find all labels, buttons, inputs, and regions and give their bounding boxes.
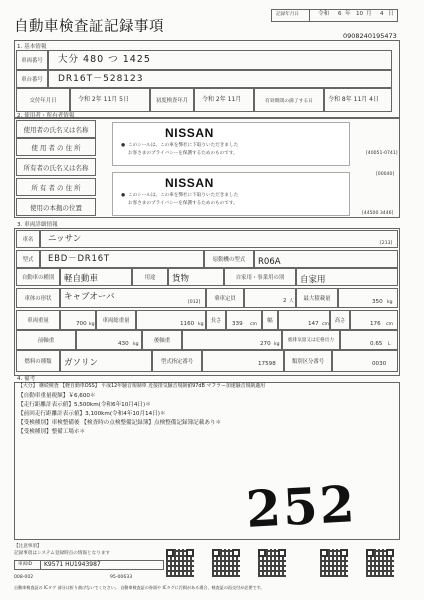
record-date-day: 4 [380,11,384,17]
gross-weight-label: 車両総重量 [96,310,136,330]
weight-label: 車両重量 [16,310,60,330]
maker: ニッサン [48,234,82,244]
note-line-3: 【走行距離計表示値】5,500km(令和6年10月4日)＊ [18,402,151,408]
gross-weight: 1160 [180,321,195,327]
plate-label: 車両番号 [16,50,48,70]
section-notes-heading: 4. 備考 [17,376,36,382]
front-axle-weight: 430 [118,341,129,347]
height: 176 [370,321,381,327]
seal-bullet-icon: ● [121,143,126,148]
note-line-2: 【自動車重量税額】￥6,600＊ [18,393,96,399]
caution-text: 記録事項はシステム登録時点の情報となります [14,551,111,556]
height-label: 高さ [330,310,350,330]
owner-name-label: 所有者の氏名又は名称 [16,158,96,176]
chassis-number: DR16T－528123 [58,74,144,84]
length-label: 長さ [206,310,226,330]
private-label: 自家用・事業用の別 [224,268,296,286]
user-name-label: 使用者の氏名又は名称 [16,120,96,138]
issue-date: 令和 2年 11月 5日 [78,96,129,103]
nissan-logo: NISSAN [165,126,214,140]
note-line-4: 【前回走行距離計表示値】3,100km(令和4年10月14日)＊ [18,411,166,417]
type-number-label: 型式指定番号 [152,350,202,372]
vehicle-id: K9571 HU1943987 [44,561,101,568]
ic-tag-notice: 自動車検査証の ICタグ 部分は折り曲げないでください。 自動車検査証の券面や ICタグに汚損がある場合、検査証の再交付が必要です。 [14,585,265,590]
record-date-label: 記録年月日 [276,12,299,17]
fuel-label: 燃料の種類 [16,350,60,372]
vehicle-id-label: 車両ID [18,562,33,567]
qr-code-icon [166,549,194,577]
seats: 2 [283,298,287,304]
section-basic-heading: 1. 基本情報 [17,44,47,50]
shape-label: 車体の形状 [16,288,60,308]
class-number-label: 類別区分番号 [284,350,332,372]
nissan-logo: NISSAN [165,176,214,190]
user-code: [40051-0741] [366,151,398,156]
front-axle-label: 前軸重 [16,330,76,350]
record-date-year: 6 [338,11,342,17]
length: 339 [232,321,243,327]
model-label: 型式 [16,250,40,268]
form-number: 008-002 [14,575,34,580]
inspection-certificate-record: 自動車検査証記録事項 記録年月日 令和 6 年 10 月 4 日 0908240195473 1. 基本情報 車両番号 大分 480 つ 1425 車台番号 DR16T－528123 交付年月日 令和 2年 11月 5日 初度検査年月 令和 2年 11月 有効期間の満了する日 令和 8年 11月 4日 2. 使用者・所有者情報 使用者の氏名又は名称 使 用 者 の 住 所 所有者の氏名又は名称 所 有 者 の 住 所 使用の本拠の位置 [40051-0741] [00040] [44500 3446] NISSAN ● このシールは、この車を弊社に下取りいただきました お客さまのプライバシーを保護するためのものです。 NISSAN ● このシールは、この車を弊社に下取りいただきました お客さまのプライバシーを保護するためのものです。 3. 車両詳細情報 車名 ニッサン [213] 型式 EBD－DR16T 原動機の型式 R06A 自動車の種別 軽自動車 用途 貨物 自家用・事業用の別 自家用 車体の形状 キャブオーバ [012] 乗車定員 2 人 最大積載量 350 kg 車両重量 700 kg 車両総重量 1160 kg 長さ 339 cm 幅 147 cm 高さ 176 cm 前軸重 430 kg 後軸重 270 kg 総排気量又は定格出力 0.65 L 燃料の種類 ガソリン 型式指定番号 17598 類別区分番号 0030 4. 備考 【大分】 継続検査 【軽自動車OSS】 平成12年騒音規制車 近接排気騒音規制値97dB マフラー加速騒音規制適用 【自動車重量税額】￥6,600＊ 【走行距離計表示値】5,500km(令和6年10月4日)＊ 【前回走行距離計表示値】3,100km(令和4年10月14日)＊ 【受検種別】車検整備後 【検査時の点検整備記録簿】点検整備記録簿記載あり＊ 【受検種別】整備工場ホ＊ 252 【注意事項】 記録事項はシステム登録時点の情報となります 車両ID K9571 HU1943987 008-002 95-00633 自動車検査証の ICタグ 部分は折り曲げないでください。 自動車検査証の券面や ICタグに汚損がある場合、検査証の再交付が必要です。 [0,0,424,600]
document-number: 0908240195473 [343,32,397,40]
issue-date-label: 交付年月日 [16,88,70,112]
use-label: 用途 [132,268,168,286]
fuel-type: ガソリン [64,358,99,368]
class-number: 0030 [372,361,387,367]
maker-code: [213] [380,241,393,246]
vehicle-kind: 軽自動車 [64,274,99,284]
note-line-6: 【受検種別】整備工場ホ＊ [18,429,86,435]
vehicle-use: 貨物 [172,274,190,284]
owner-code: [00040] [376,172,395,177]
record-date-era: 令和 [318,11,330,17]
displacement-label: 総排気量又は定格出力 [282,330,340,350]
seats-label: 乗車定員 [206,288,244,308]
record-date-month: 10 [356,11,364,17]
width: 147 [308,321,319,327]
seal-bullet-icon: ● [121,193,126,198]
displacement: 0.65 [370,341,383,347]
qr-code-icon [366,549,394,577]
rear-axle-label: 後軸重 [142,330,182,350]
note-line-1: 【大分】 継続検査 【軽自動車OSS】 平成12年騒音規制車 近接排気騒音規制値97dB マフラー加速騒音規制適用 [18,383,266,389]
body-shape: キャブオーバ [64,292,115,302]
base-code: [44500 3446] [362,211,394,216]
shape-code: [012] [188,300,201,305]
rear-axle-weight: 270 [260,341,271,347]
chassis-label: 車台番号 [16,70,48,88]
serial-number: 95-00633 [110,575,133,580]
section-users-heading: 2. 使用者・所有者情報 [17,113,75,119]
caution-heading: 【注意事項】 [14,544,42,549]
privacy-seal-owner: NISSAN ● このシールは、この車を弊社に下取りいただきました お客さまのプライバシーを保護するためのものです。 [112,172,350,216]
vehicle-weight: 700 [76,321,87,327]
type-number: 17598 [258,361,276,367]
model: EBD－DR16T [48,254,110,264]
base-location-label: 使用の本拠の位置 [16,198,96,216]
page-title: 自動車検査証記録事項 [14,19,164,35]
privacy-seal-user: NISSAN ● このシールは、この車を弊社に下取りいただきました お客さまのプライバシーを保護するためのものです。 [112,122,350,166]
user-address-label: 使 用 者 の 住 所 [16,138,96,156]
private-business: 自家用 [300,275,326,285]
first-registration: 令和 2年 11月 [202,96,242,103]
max-load: 350 [372,299,383,305]
handwritten-number: 252 [244,474,358,539]
qr-code-icon [212,549,240,577]
expiry-date: 令和 8年 11月 4日 [328,96,379,103]
width-label: 幅 [262,310,278,330]
qr-code-icon [320,549,348,577]
engine-model: R06A [258,257,281,267]
plate-number: 大分 480 つ 1425 [58,54,151,65]
expiry-label: 有効期間の満了する日 [254,88,324,112]
engine-label: 原動機の型式 [204,250,254,268]
kind-label: 自動車の種別 [16,268,60,286]
owner-address-label: 所 有 者 の 住 所 [16,178,96,196]
note-line-5: 【受検種別】車検整備後 【検査時の点検整備記録簿】点検整備記録簿記載あり＊ [18,420,222,426]
qr-code-icon [258,549,286,577]
maker-label: 車名 [16,230,40,248]
max-load-label: 最大積載量 [296,288,338,308]
section-vehicle-heading: 3. 車両詳細情報 [17,222,58,228]
first-registration-label: 初度検査年月 [150,88,194,112]
